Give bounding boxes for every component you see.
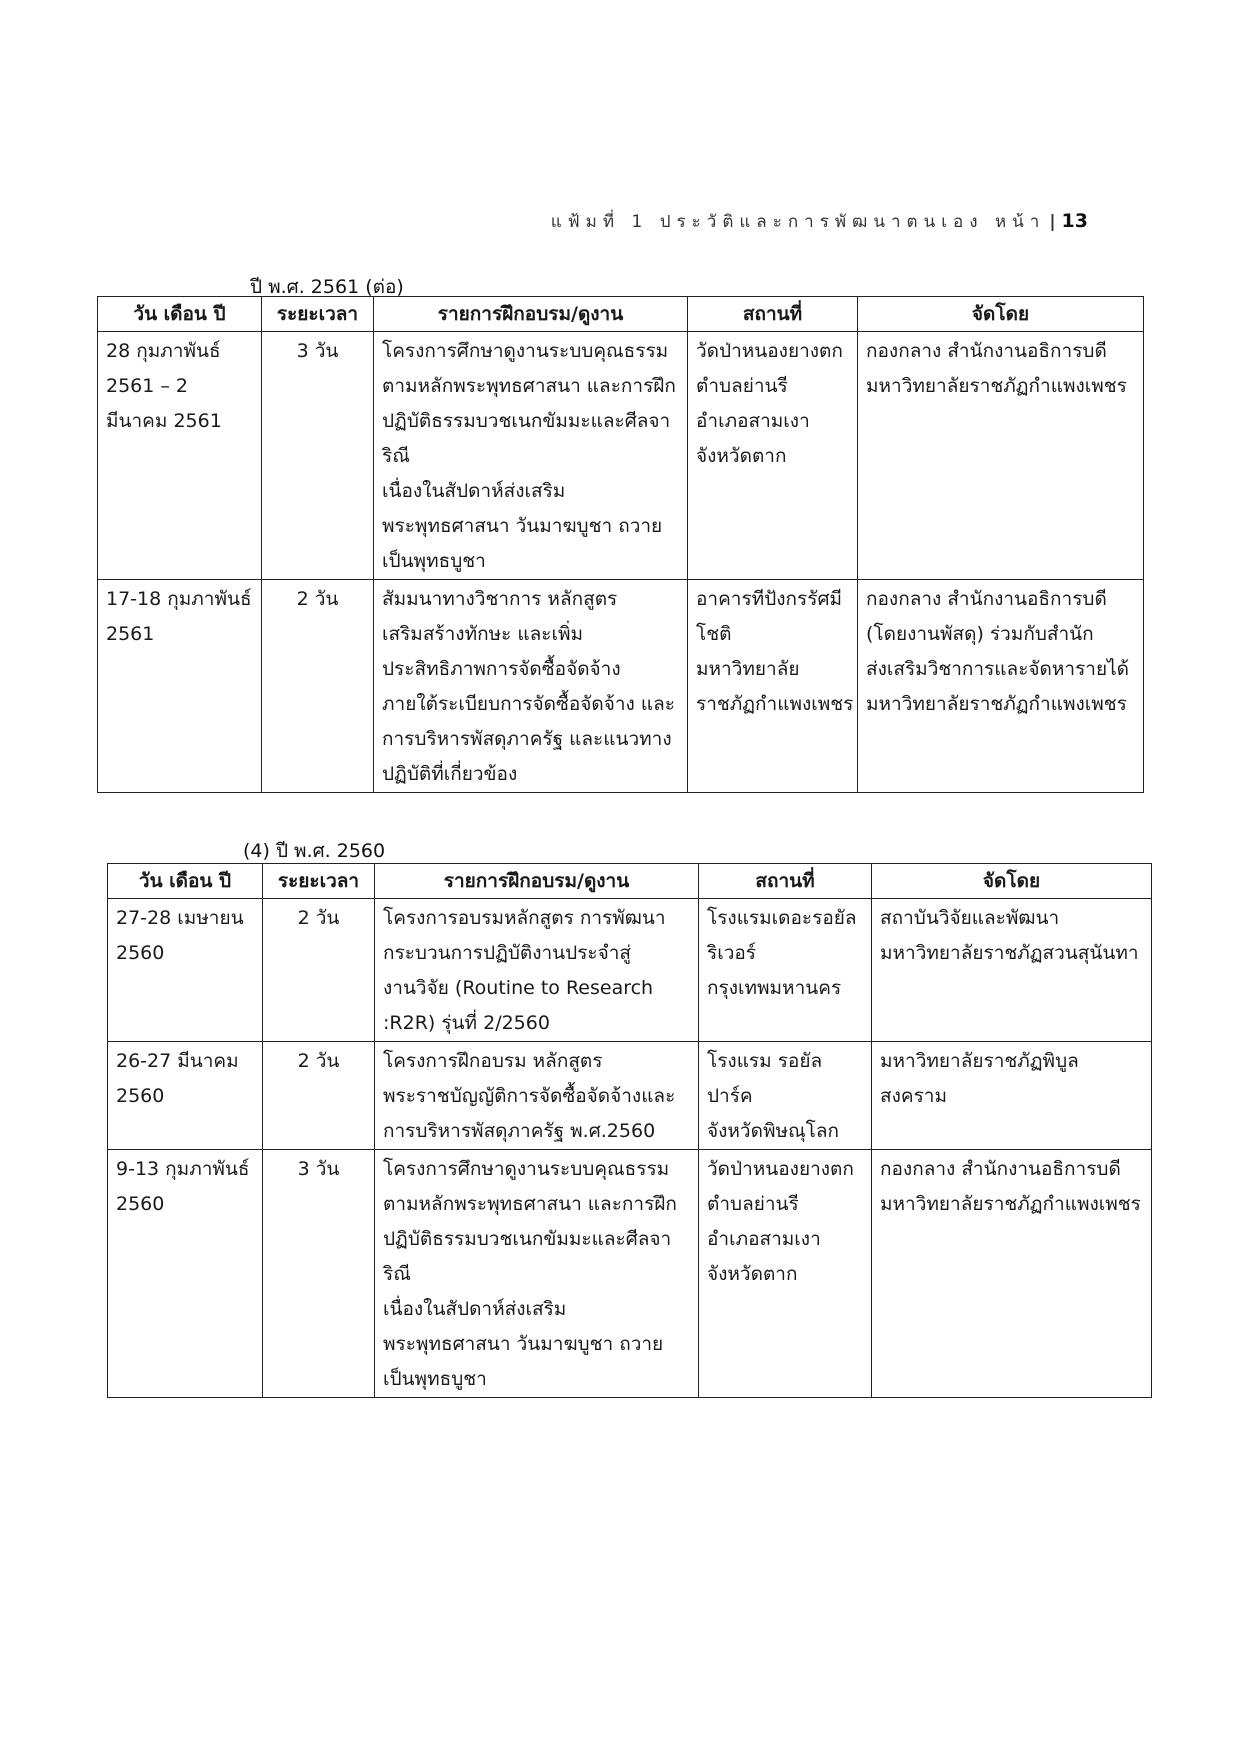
organizer-line: มหาวิทยาลัยราชภัฏพิบูล	[880, 1050, 1079, 1072]
place-line: โชติ	[696, 623, 732, 645]
program-line: ปฏิบัติธรรมบวชเนกขัมมะและศีลจา	[383, 1228, 672, 1250]
organizer-cell	[858, 580, 1144, 793]
program-line: ตามหลักพระพุทธศาสนา และการฝึก	[383, 1193, 677, 1215]
program-line: เป็นพุทธบูชา	[382, 550, 486, 572]
page-number: 13	[1061, 210, 1088, 232]
program-line: ริณี	[382, 445, 410, 467]
program-cell	[374, 332, 688, 580]
organizer-cell	[872, 1150, 1152, 1398]
program-line: พระพุทธศาสนา วันมาฆบูชา ถวาย	[382, 515, 663, 537]
program-line: เป็นพุทธบูชา	[383, 1368, 487, 1390]
place-line: โรงแรมเดอะรอยัล	[707, 907, 857, 929]
organizer-line: มหาวิทยาลัยราชภัฏกำแพงเพชร	[866, 693, 1127, 715]
program-cell	[374, 580, 688, 793]
date-line: 26-27 มีนาคม	[116, 1050, 239, 1072]
place-cell	[699, 1042, 872, 1150]
training-table-2560	[107, 863, 1152, 1398]
col-header-place: สถานที่	[688, 297, 858, 332]
duration-cell: 3 วัน	[263, 1150, 375, 1398]
place-line: ราชภัฏกำแพงเพชร	[696, 693, 854, 715]
program-line: พระพุทธศาสนา วันมาฆบูชา ถวาย	[383, 1333, 664, 1355]
date-line: 28 กุมภาพันธ์	[106, 340, 221, 362]
program-line: ปฏิบัติที่เกี่ยวข้อง	[382, 763, 518, 785]
place-line: วัดป่าหนองยางตก	[707, 1158, 854, 1180]
table-row	[108, 899, 1152, 1042]
table-row	[108, 1150, 1152, 1398]
duration-cell: 3 วัน	[262, 332, 374, 580]
date-cell	[108, 899, 263, 1042]
program-line: พระราชบัญญัติการจัดซื้อจัดจ้างและ	[383, 1085, 676, 1107]
program-line: ตามหลักพระพุทธศาสนา และการฝึก	[382, 375, 676, 397]
program-line: การบริหารพัสดุภาครัฐ และแนวทาง	[382, 728, 672, 750]
date-line: 2560	[116, 1193, 165, 1215]
organizer-cell	[872, 1042, 1152, 1150]
page-header	[551, 208, 1088, 235]
place-line: ริเวอร์	[707, 942, 756, 964]
date-cell	[108, 1150, 263, 1398]
duration-cell: 2 วัน	[263, 1042, 375, 1150]
program-line: ปฏิบัติธรรมบวชเนกขัมมะและศีลจา	[382, 410, 671, 432]
section-2560-caption: (4) ปี พ.ศ. 2560	[243, 840, 386, 862]
date-cell	[98, 332, 262, 580]
table-row	[108, 1042, 1152, 1150]
place-line: อำเภอสามเงา	[696, 410, 810, 432]
col-header-duration: ระยะเวลา	[263, 864, 375, 899]
duration-cell: 2 วัน	[263, 899, 375, 1042]
col-header-place: สถานที่	[699, 864, 872, 899]
duration-cell: 2 วัน	[262, 580, 374, 793]
organizer-line: กองกลาง สำนักงานอธิการบดี	[866, 340, 1107, 362]
program-cell	[375, 899, 699, 1042]
col-header-date: วัน เดือน ปี	[98, 297, 262, 332]
place-cell	[699, 1150, 872, 1398]
col-header-program: รายการฝึกอบรม/ดูงาน	[375, 864, 699, 899]
col-header-date: วัน เดือน ปี	[108, 864, 263, 899]
program-cell	[375, 1042, 699, 1150]
date-line: มีนาคม 2561	[106, 410, 222, 432]
program-line: ประสิทธิภาพการจัดซื้อจัดจ้าง	[382, 658, 621, 680]
running-title: แฟ้มที่ 1 ประวัติและการพัฒนาตนเอง หน้า	[550, 212, 1046, 232]
place-line: วัดป่าหนองยางตก	[696, 340, 843, 362]
place-cell	[699, 899, 872, 1042]
organizer-line: มหาวิทยาลัยราชภัฏกำแพงเพชร	[880, 1193, 1141, 1215]
date-cell	[108, 1042, 263, 1150]
place-line: โรงแรม รอยัล	[707, 1050, 823, 1072]
program-line: กระบวนการปฏิบัติงานประจำสู่	[383, 942, 632, 964]
date-cell	[98, 580, 262, 793]
col-header-program: รายการฝึกอบรม/ดูงาน	[374, 297, 688, 332]
date-line: 2560	[116, 942, 165, 964]
place-line: มหาวิทยาลัย	[696, 658, 800, 680]
program-line: โครงการศึกษาดูงานระบบคุณธรรม	[382, 340, 669, 362]
program-line: การบริหารพัสดุภาครัฐ พ.ศ.2560	[383, 1120, 656, 1142]
program-line: โครงการอบรมหลักสูตร การพัฒนา	[383, 907, 666, 929]
program-line: สัมมนาทางวิชาการ หลักสูตร	[382, 588, 618, 610]
program-line: :R2R) รุ่นที่ 2/2560	[383, 1012, 550, 1034]
date-line: 2561 – 2	[106, 375, 189, 397]
date-line: 9-13 กุมภาพันธ์	[116, 1158, 250, 1180]
organizer-line: มหาวิทยาลัยราชภัฏสวนสุนันทา	[880, 942, 1139, 964]
place-line: จังหวัดพิษณุโลก	[707, 1120, 839, 1142]
training-table-2561	[97, 296, 1144, 793]
organizer-line: มหาวิทยาลัยราชภัฏกำแพงเพชร	[866, 375, 1127, 397]
col-header-organizer: จัดโดย	[858, 297, 1144, 332]
program-line: โครงการศึกษาดูงานระบบคุณธรรม	[383, 1158, 670, 1180]
organizer-line: สถาบันวิจัยและพัฒนา	[880, 907, 1060, 929]
organizer-cell	[858, 332, 1144, 580]
place-cell	[688, 580, 858, 793]
table-header-row	[108, 864, 1152, 899]
program-line: เนื่องในสัปดาห์ส่งเสริม	[382, 480, 566, 502]
date-line: 27-28 เมษายน	[116, 907, 244, 929]
place-line: อาคารทีปังกรรัศมี	[696, 588, 843, 610]
place-line: อำเภอสามเงา	[707, 1228, 821, 1250]
organizer-line: (โดยงานพัสดุ) ร่วมกับสำนัก	[866, 623, 1094, 645]
place-line: ตำบลย่านรี	[696, 375, 788, 397]
program-line: โครงการฝึกอบรม หลักสูตร	[383, 1050, 603, 1072]
organizer-line: กองกลาง สำนักงานอธิการบดี	[880, 1158, 1121, 1180]
header-separator: |	[1049, 212, 1056, 232]
table-row	[98, 580, 1144, 793]
organizer-line: สงคราม	[880, 1085, 947, 1107]
organizer-line: ส่งเสริมวิชาการและจัดหารายได้	[866, 658, 1129, 680]
date-line: 2560	[116, 1085, 165, 1107]
place-line: จังหวัดตาก	[707, 1263, 798, 1285]
place-line: กรุงเทพมหานคร	[707, 977, 842, 999]
organizer-line: กองกลาง สำนักงานอธิการบดี	[866, 588, 1107, 610]
place-line: จังหวัดตาก	[696, 445, 787, 467]
program-cell	[375, 1150, 699, 1398]
col-header-duration: ระยะเวลา	[262, 297, 374, 332]
program-line: ภายใต้ระเบียบการจัดซื้อจัดจ้าง และ	[382, 693, 675, 715]
program-line: เนื่องในสัปดาห์ส่งเสริม	[383, 1298, 567, 1320]
program-line: ริณี	[383, 1263, 411, 1285]
program-line: งานวิจัย (Routine to Research	[383, 977, 654, 999]
table-header-row	[98, 297, 1144, 332]
date-line: 17-18 กุมภาพันธ์	[106, 588, 252, 610]
col-header-organizer: จัดโดย	[872, 864, 1152, 899]
place-cell	[688, 332, 858, 580]
date-line: 2561	[106, 623, 155, 645]
table-row	[98, 332, 1144, 580]
section-2561-caption: ปี พ.ศ. 2561 (ต่อ)	[250, 276, 404, 298]
place-line: ปาร์ค	[707, 1085, 753, 1107]
organizer-cell	[872, 899, 1152, 1042]
place-line: ตำบลย่านรี	[707, 1193, 799, 1215]
program-line: เสริมสร้างทักษะ และเพิ่ม	[382, 623, 584, 645]
